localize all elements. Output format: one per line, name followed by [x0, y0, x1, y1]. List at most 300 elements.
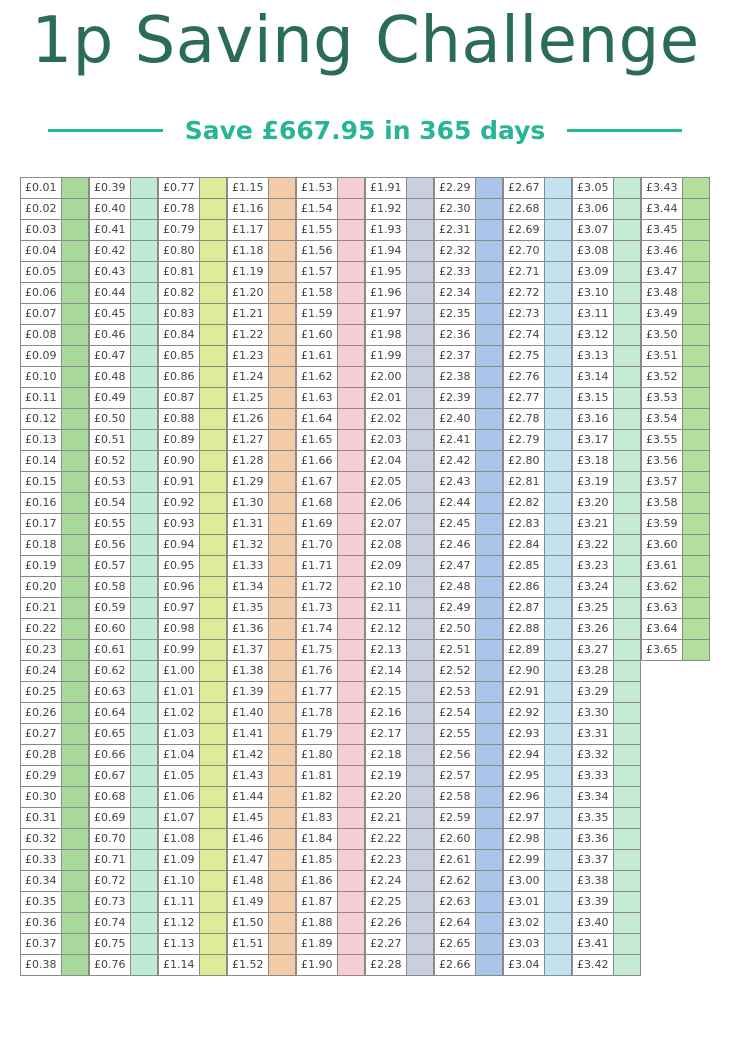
tick-box[interactable] [200, 367, 226, 387]
tick-box[interactable] [614, 241, 640, 261]
tick-box[interactable] [269, 766, 295, 786]
tick-box[interactable] [545, 913, 571, 933]
tick-box[interactable] [338, 178, 364, 198]
tick-box[interactable] [269, 472, 295, 492]
tick-box[interactable] [545, 703, 571, 723]
tick-box[interactable] [683, 619, 709, 639]
tick-box[interactable] [200, 409, 226, 429]
tick-box[interactable] [131, 934, 157, 954]
tick-box[interactable] [131, 283, 157, 303]
tick-box[interactable] [683, 220, 709, 240]
tick-box[interactable] [338, 262, 364, 282]
tick-box[interactable] [476, 913, 502, 933]
tick-box[interactable] [614, 598, 640, 618]
tick-box[interactable] [614, 934, 640, 954]
tick-box[interactable] [269, 409, 295, 429]
tick-box[interactable] [407, 199, 433, 219]
tick-box[interactable] [683, 283, 709, 303]
tick-box[interactable] [338, 598, 364, 618]
tick-box[interactable] [545, 640, 571, 660]
tick-box[interactable] [407, 682, 433, 702]
tick-box[interactable] [62, 367, 88, 387]
tick-box[interactable] [62, 262, 88, 282]
tick-box[interactable] [62, 577, 88, 597]
tick-box[interactable] [407, 703, 433, 723]
tick-box[interactable] [62, 829, 88, 849]
tick-box[interactable] [338, 724, 364, 744]
tick-box[interactable] [614, 703, 640, 723]
tick-box[interactable] [131, 430, 157, 450]
tick-box[interactable] [683, 598, 709, 618]
tick-box[interactable] [131, 220, 157, 240]
tick-box[interactable] [200, 430, 226, 450]
tick-box[interactable] [269, 535, 295, 555]
tick-box[interactable] [545, 430, 571, 450]
tick-box[interactable] [338, 304, 364, 324]
tick-box[interactable] [62, 871, 88, 891]
tick-box[interactable] [407, 640, 433, 660]
tick-box[interactable] [545, 367, 571, 387]
tick-box[interactable] [614, 346, 640, 366]
tick-box[interactable] [614, 472, 640, 492]
tick-box[interactable] [131, 829, 157, 849]
tick-box[interactable] [269, 829, 295, 849]
tick-box[interactable] [338, 325, 364, 345]
tick-box[interactable] [614, 199, 640, 219]
tick-box[interactable] [62, 199, 88, 219]
tick-box[interactable] [407, 409, 433, 429]
tick-box[interactable] [407, 556, 433, 576]
tick-box[interactable] [200, 724, 226, 744]
tick-box[interactable] [338, 829, 364, 849]
tick-box[interactable] [614, 682, 640, 702]
tick-box[interactable] [545, 346, 571, 366]
tick-box[interactable] [476, 871, 502, 891]
tick-box[interactable] [476, 766, 502, 786]
tick-box[interactable] [131, 262, 157, 282]
tick-box[interactable] [269, 913, 295, 933]
tick-box[interactable] [476, 745, 502, 765]
tick-box[interactable] [338, 388, 364, 408]
tick-box[interactable] [338, 472, 364, 492]
tick-box[interactable] [614, 640, 640, 660]
tick-box[interactable] [131, 367, 157, 387]
tick-box[interactable] [338, 367, 364, 387]
tick-box[interactable] [683, 241, 709, 261]
tick-box[interactable] [200, 325, 226, 345]
tick-box[interactable] [683, 535, 709, 555]
tick-box[interactable] [407, 325, 433, 345]
tick-box[interactable] [200, 451, 226, 471]
tick-box[interactable] [683, 346, 709, 366]
tick-box[interactable] [407, 724, 433, 744]
tick-box[interactable] [407, 829, 433, 849]
tick-box[interactable] [269, 850, 295, 870]
tick-box[interactable] [614, 745, 640, 765]
tick-box[interactable] [407, 577, 433, 597]
tick-box[interactable] [200, 241, 226, 261]
tick-box[interactable] [338, 199, 364, 219]
tick-box[interactable] [200, 871, 226, 891]
tick-box[interactable] [338, 577, 364, 597]
tick-box[interactable] [683, 199, 709, 219]
tick-box[interactable] [62, 619, 88, 639]
tick-box[interactable] [476, 304, 502, 324]
tick-box[interactable] [131, 388, 157, 408]
tick-box[interactable] [476, 955, 502, 975]
tick-box[interactable] [269, 871, 295, 891]
tick-box[interactable] [476, 199, 502, 219]
tick-box[interactable] [614, 892, 640, 912]
tick-box[interactable] [407, 787, 433, 807]
tick-box[interactable] [407, 598, 433, 618]
tick-box[interactable] [545, 661, 571, 681]
tick-box[interactable] [545, 955, 571, 975]
tick-box[interactable] [476, 661, 502, 681]
tick-box[interactable] [338, 619, 364, 639]
tick-box[interactable] [614, 556, 640, 576]
tick-box[interactable] [614, 493, 640, 513]
tick-box[interactable] [200, 304, 226, 324]
tick-box[interactable] [269, 493, 295, 513]
tick-box[interactable] [200, 598, 226, 618]
tick-box[interactable] [338, 892, 364, 912]
tick-box[interactable] [269, 640, 295, 660]
tick-box[interactable] [338, 451, 364, 471]
tick-box[interactable] [614, 829, 640, 849]
tick-box[interactable] [614, 871, 640, 891]
tick-box[interactable] [545, 871, 571, 891]
tick-box[interactable] [614, 787, 640, 807]
tick-box[interactable] [62, 283, 88, 303]
tick-box[interactable] [338, 787, 364, 807]
tick-box[interactable] [407, 262, 433, 282]
tick-box[interactable] [476, 598, 502, 618]
tick-box[interactable] [200, 766, 226, 786]
tick-box[interactable] [407, 535, 433, 555]
tick-box[interactable] [614, 850, 640, 870]
tick-box[interactable] [614, 388, 640, 408]
tick-box[interactable] [131, 472, 157, 492]
tick-box[interactable] [200, 556, 226, 576]
tick-box[interactable] [407, 619, 433, 639]
tick-box[interactable] [476, 682, 502, 702]
tick-box[interactable] [476, 850, 502, 870]
tick-box[interactable] [407, 304, 433, 324]
tick-box[interactable] [407, 220, 433, 240]
tick-box[interactable] [269, 598, 295, 618]
tick-box[interactable] [269, 514, 295, 534]
tick-box[interactable] [131, 346, 157, 366]
tick-box[interactable] [131, 955, 157, 975]
tick-box[interactable] [545, 619, 571, 639]
tick-box[interactable] [131, 913, 157, 933]
tick-box[interactable] [269, 808, 295, 828]
tick-box[interactable] [476, 325, 502, 345]
tick-box[interactable] [338, 913, 364, 933]
tick-box[interactable] [200, 283, 226, 303]
tick-box[interactable] [614, 619, 640, 639]
tick-box[interactable] [131, 577, 157, 597]
tick-box[interactable] [407, 493, 433, 513]
tick-box[interactable] [338, 766, 364, 786]
tick-box[interactable] [545, 934, 571, 954]
tick-box[interactable] [62, 472, 88, 492]
tick-box[interactable] [131, 241, 157, 261]
tick-box[interactable] [200, 388, 226, 408]
tick-box[interactable] [131, 766, 157, 786]
tick-box[interactable] [200, 640, 226, 660]
tick-box[interactable] [269, 325, 295, 345]
tick-box[interactable] [269, 955, 295, 975]
tick-box[interactable] [269, 661, 295, 681]
tick-box[interactable] [476, 934, 502, 954]
tick-box[interactable] [476, 829, 502, 849]
tick-box[interactable] [545, 514, 571, 534]
tick-box[interactable] [407, 661, 433, 681]
tick-box[interactable] [545, 451, 571, 471]
tick-box[interactable] [476, 892, 502, 912]
tick-box[interactable] [476, 367, 502, 387]
tick-box[interactable] [62, 808, 88, 828]
tick-box[interactable] [62, 766, 88, 786]
tick-box[interactable] [476, 787, 502, 807]
tick-box[interactable] [407, 283, 433, 303]
tick-box[interactable] [614, 367, 640, 387]
tick-box[interactable] [614, 766, 640, 786]
tick-box[interactable] [614, 325, 640, 345]
tick-box[interactable] [338, 682, 364, 702]
tick-box[interactable] [407, 913, 433, 933]
tick-box[interactable] [131, 451, 157, 471]
tick-box[interactable] [200, 199, 226, 219]
tick-box[interactable] [476, 346, 502, 366]
tick-box[interactable] [476, 724, 502, 744]
tick-box[interactable] [62, 682, 88, 702]
tick-box[interactable] [545, 724, 571, 744]
tick-box[interactable] [683, 409, 709, 429]
tick-box[interactable] [476, 493, 502, 513]
tick-box[interactable] [614, 808, 640, 828]
tick-box[interactable] [407, 388, 433, 408]
tick-box[interactable] [683, 262, 709, 282]
tick-box[interactable] [614, 577, 640, 597]
tick-box[interactable] [200, 808, 226, 828]
tick-box[interactable] [269, 703, 295, 723]
tick-box[interactable] [614, 409, 640, 429]
tick-box[interactable] [338, 430, 364, 450]
tick-box[interactable] [200, 787, 226, 807]
tick-box[interactable] [338, 493, 364, 513]
tick-box[interactable] [476, 472, 502, 492]
tick-box[interactable] [200, 346, 226, 366]
tick-box[interactable] [338, 535, 364, 555]
tick-box[interactable] [683, 325, 709, 345]
tick-box[interactable] [545, 199, 571, 219]
tick-box[interactable] [545, 850, 571, 870]
tick-box[interactable] [476, 451, 502, 471]
tick-box[interactable] [476, 556, 502, 576]
tick-box[interactable] [545, 577, 571, 597]
tick-box[interactable] [545, 283, 571, 303]
tick-box[interactable] [407, 934, 433, 954]
tick-box[interactable] [614, 178, 640, 198]
tick-box[interactable] [338, 283, 364, 303]
tick-box[interactable] [62, 430, 88, 450]
tick-box[interactable] [545, 682, 571, 702]
tick-box[interactable] [545, 304, 571, 324]
tick-box[interactable] [407, 241, 433, 261]
tick-box[interactable] [614, 304, 640, 324]
tick-box[interactable] [131, 535, 157, 555]
tick-box[interactable] [131, 724, 157, 744]
tick-box[interactable] [338, 850, 364, 870]
tick-box[interactable] [407, 367, 433, 387]
tick-box[interactable] [62, 493, 88, 513]
tick-box[interactable] [338, 808, 364, 828]
tick-box[interactable] [407, 346, 433, 366]
tick-box[interactable] [62, 304, 88, 324]
tick-box[interactable] [200, 493, 226, 513]
tick-box[interactable] [683, 430, 709, 450]
tick-box[interactable] [62, 913, 88, 933]
tick-box[interactable] [614, 262, 640, 282]
tick-box[interactable] [200, 619, 226, 639]
tick-box[interactable] [62, 661, 88, 681]
tick-box[interactable] [269, 199, 295, 219]
tick-box[interactable] [614, 220, 640, 240]
tick-box[interactable] [338, 556, 364, 576]
tick-box[interactable] [62, 241, 88, 261]
tick-box[interactable] [269, 451, 295, 471]
tick-box[interactable] [269, 556, 295, 576]
tick-box[interactable] [407, 514, 433, 534]
tick-box[interactable] [62, 787, 88, 807]
tick-box[interactable] [476, 241, 502, 261]
tick-box[interactable] [545, 409, 571, 429]
tick-box[interactable] [476, 409, 502, 429]
tick-box[interactable] [200, 934, 226, 954]
tick-box[interactable] [614, 283, 640, 303]
tick-box[interactable] [407, 955, 433, 975]
tick-box[interactable] [269, 304, 295, 324]
tick-box[interactable] [476, 808, 502, 828]
tick-box[interactable] [683, 640, 709, 660]
tick-box[interactable] [62, 178, 88, 198]
tick-box[interactable] [407, 850, 433, 870]
tick-box[interactable] [683, 388, 709, 408]
tick-box[interactable] [62, 955, 88, 975]
tick-box[interactable] [269, 430, 295, 450]
tick-box[interactable] [131, 745, 157, 765]
tick-box[interactable] [62, 388, 88, 408]
tick-box[interactable] [200, 829, 226, 849]
tick-box[interactable] [269, 724, 295, 744]
tick-box[interactable] [62, 745, 88, 765]
tick-box[interactable] [269, 577, 295, 597]
tick-box[interactable] [131, 682, 157, 702]
tick-box[interactable] [62, 724, 88, 744]
tick-box[interactable] [131, 661, 157, 681]
tick-box[interactable] [338, 346, 364, 366]
tick-box[interactable] [269, 787, 295, 807]
tick-box[interactable] [131, 850, 157, 870]
tick-box[interactable] [131, 787, 157, 807]
tick-box[interactable] [476, 430, 502, 450]
tick-box[interactable] [407, 871, 433, 891]
tick-box[interactable] [338, 955, 364, 975]
tick-box[interactable] [545, 472, 571, 492]
tick-box[interactable] [338, 220, 364, 240]
tick-box[interactable] [476, 535, 502, 555]
tick-box[interactable] [131, 556, 157, 576]
tick-box[interactable] [131, 598, 157, 618]
tick-box[interactable] [338, 703, 364, 723]
tick-box[interactable] [476, 388, 502, 408]
tick-box[interactable] [476, 640, 502, 660]
tick-box[interactable] [407, 472, 433, 492]
tick-box[interactable] [131, 640, 157, 660]
tick-box[interactable] [200, 514, 226, 534]
tick-box[interactable] [131, 493, 157, 513]
tick-box[interactable] [545, 766, 571, 786]
tick-box[interactable] [407, 892, 433, 912]
tick-box[interactable] [200, 850, 226, 870]
tick-box[interactable] [62, 535, 88, 555]
tick-box[interactable] [200, 577, 226, 597]
tick-box[interactable] [269, 283, 295, 303]
tick-box[interactable] [683, 556, 709, 576]
tick-box[interactable] [545, 325, 571, 345]
tick-box[interactable] [62, 703, 88, 723]
tick-box[interactable] [338, 241, 364, 261]
tick-box[interactable] [62, 220, 88, 240]
tick-box[interactable] [62, 598, 88, 618]
tick-box[interactable] [62, 640, 88, 660]
tick-box[interactable] [476, 283, 502, 303]
tick-box[interactable] [269, 745, 295, 765]
tick-box[interactable] [200, 892, 226, 912]
tick-box[interactable] [200, 661, 226, 681]
tick-box[interactable] [338, 745, 364, 765]
tick-box[interactable] [545, 598, 571, 618]
tick-box[interactable] [545, 892, 571, 912]
tick-box[interactable] [614, 430, 640, 450]
tick-box[interactable] [476, 178, 502, 198]
tick-box[interactable] [269, 367, 295, 387]
tick-box[interactable] [200, 220, 226, 240]
tick-box[interactable] [545, 787, 571, 807]
tick-box[interactable] [131, 409, 157, 429]
tick-box[interactable] [62, 451, 88, 471]
tick-box[interactable] [269, 346, 295, 366]
tick-box[interactable] [614, 451, 640, 471]
tick-box[interactable] [545, 535, 571, 555]
tick-box[interactable] [269, 241, 295, 261]
tick-box[interactable] [131, 178, 157, 198]
tick-box[interactable] [200, 682, 226, 702]
tick-box[interactable] [269, 220, 295, 240]
tick-box[interactable] [407, 808, 433, 828]
tick-box[interactable] [683, 304, 709, 324]
tick-box[interactable] [545, 220, 571, 240]
tick-box[interactable] [614, 535, 640, 555]
tick-box[interactable] [545, 493, 571, 513]
tick-box[interactable] [131, 703, 157, 723]
tick-box[interactable] [131, 619, 157, 639]
tick-box[interactable] [269, 682, 295, 702]
tick-box[interactable] [683, 178, 709, 198]
